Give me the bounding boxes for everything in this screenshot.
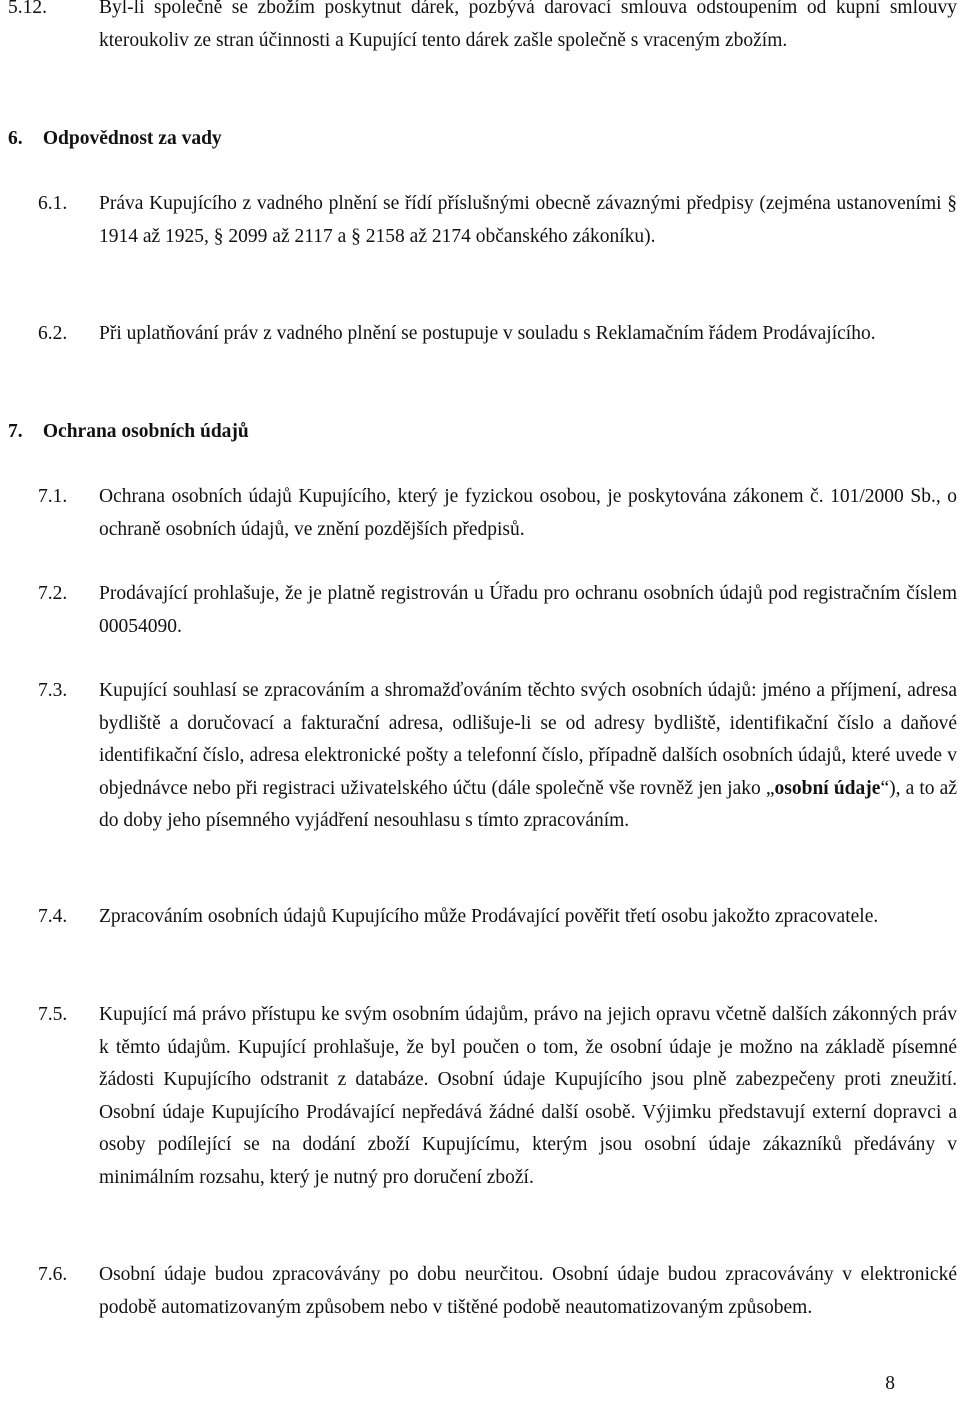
clause-text-part: Kupující souhlasí se zpracováním a shromažďováním těchto svých osobních údajů: jméno a příjmení, adresa bydliště a doručovací a fakturační adresa, odlišuje-li se od adresy bydliště, identifikační číslo a daňové identifikační číslo, adresa elektronické pošty a telefonní číslo, případně dalších osobních údajů, které uvede v objednávce nebo při registraci uživatelského účtu (dále společně vše rovněž jen jako „ <box>99 680 957 799</box>
clause-text: Osobní údaje budou zpracovávány po dobu neurčitou. Osobní údaje budou zpracovávány v elektronické podobě automatizovaným způsobem nebo v tištěné podobě neautomatizovaným způsobem. <box>99 1264 957 1318</box>
page-number: 8 <box>885 1373 895 1394</box>
clause-number: 7.4. <box>38 906 68 927</box>
clause-text: Zpracováním osobních údajů Kupujícího může Prodávající pověřit třetí osobu jakožto zpracovatele. <box>99 906 879 927</box>
clause-number: 7.5. <box>38 1004 68 1025</box>
clause-number: 6.1. <box>38 193 68 214</box>
clause-text-part: “), a to až do doby jeho písemného vyjádření nesouhlasu s tímto zpracováním. <box>99 777 957 831</box>
clause-number: 7.3. <box>38 680 68 701</box>
clause-text: Práva Kupujícího z vadného plnění se řídí příslušnými obecně závaznými předpisy (zejména ustanoveními § 1914 až 1925, § 2099 až 2117 a § 2158 až 2174 občanského zákoníku). <box>99 193 957 247</box>
defined-term: osobní údaje <box>774 777 881 799</box>
clause-text: Kupující má právo přístupu ke svým osobním údajům, právo na jejich opravu včetně dalších zákonných práv k těmto údajům. Kupující prohlašuje, že byl poučen o tom, že osobní údaje je možno na základě písemné žádosti Kupujícího odstranit z databáze. Osobní údaje Kupujícího jsou plně zabezpečeny proti zneužití. Osobní údaje Kupujícího Prodávající nepředává žádné další osobě. Výjimku představují externí dopravci a osoby podílející se na dodání zboží Kupujícímu, kterým jsou osobní údaje zákazníků předávány v minimálním rozsahu, který je nutný pro doručení zboží. <box>99 1004 957 1188</box>
section-title: Ochrana osobních údajů <box>42 421 249 442</box>
clause-number: 5.12. <box>8 0 47 18</box>
clause-number: 7.1. <box>38 486 68 507</box>
clause-number: 6.2. <box>38 323 68 344</box>
section-number: 6. <box>8 128 23 149</box>
section-title: Odpovědnost za vady <box>42 128 222 149</box>
section-heading-6 <box>8 123 222 156</box>
clause-text: Při uplatňování práv z vadného plnění se postupuje v souladu s Reklamačním řádem Prodávajícího. <box>99 323 876 344</box>
clause-number: 7.6. <box>38 1264 68 1285</box>
clause-text: Byl-li společně se zbožím poskytnut dárek, pozbývá darovací smlouva odstoupením od kupní smlouvy kteroukoliv ze stran účinnosti a Kupující tento dárek zašle společně s vraceným zbožím. <box>99 0 957 51</box>
clause-number: 7.2. <box>38 583 68 604</box>
clause-text: Prodávající prohlašuje, že je platně registrován u Úřadu pro ochranu osobních údajů pod registračním číslem 00054090. <box>99 583 957 637</box>
clause-text: Ochrana osobních údajů Kupujícího, který je fyzickou osobou, je poskytována zákonem č. 101/2000 Sb., o ochraně osobních údajů, ve znění pozdějších předpisů. <box>99 486 957 540</box>
clause-text <box>99 675 957 838</box>
section-heading-7 <box>8 416 249 449</box>
section-number: 7. <box>8 421 23 442</box>
